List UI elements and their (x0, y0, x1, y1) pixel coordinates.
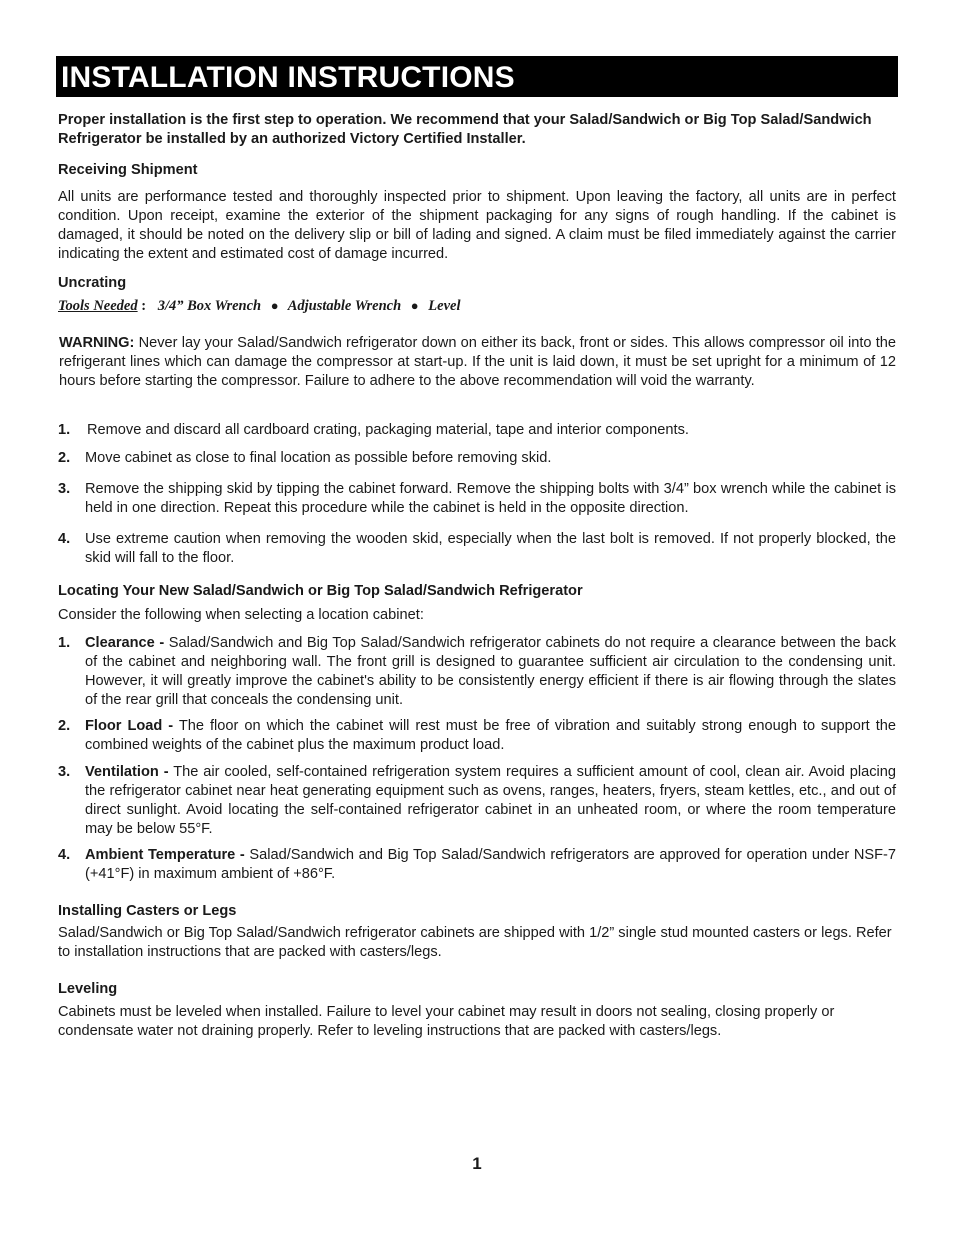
tools-needed-line (58, 296, 896, 316)
item-body: The air cooled, self-contained refrigeration system requires a sufficient amount of cool, clean air. Avoid placing the refrigerator cabinet near heat generating equipment such as ovens, ranges, heaters, fryers, steam kettles, etc., and out of direct sunlight. Avoid locating the self-contained refrigerator cabinet in an unheated room, or where the room temperature may be below 55°F. (85, 764, 897, 837)
warning-paragraph (59, 334, 896, 391)
bullet-icon: ● (270, 298, 279, 313)
step-number: 4. (58, 531, 71, 547)
step-text: Remove and discard all cardboard crating, packaging material, tape and interior components. (87, 422, 689, 438)
page-number: 1 (472, 1154, 482, 1173)
item-number: 3. (58, 764, 71, 780)
bullet-icon: ● (410, 298, 419, 313)
item-number: 1. (58, 635, 71, 651)
item-body: Salad/Sandwich and Big Top Salad/Sandwich refrigerators are approved for operation under NSF-7 (+41°F) in maximum ambient of +86°F. (85, 847, 896, 882)
item-text (85, 763, 896, 839)
tools-needed-label: Tools Needed (58, 298, 138, 314)
tool-item: Level (428, 298, 461, 314)
item-label: Clearance - (85, 635, 165, 651)
leveling-heading: Leveling (58, 981, 118, 997)
step-number: 1. (58, 422, 71, 438)
item-number: 4. (58, 847, 71, 863)
step-number: 2. (58, 450, 71, 466)
casters-heading: Installing Casters or Legs (58, 903, 237, 919)
tools-colon: : (141, 298, 147, 314)
casters-body: Salad/Sandwich or Big Top Salad/Sandwich refrigerator cabinets are shipped with 1/2” single stud mounted casters or legs. Refer to installation instructions that are packed with casters/legs. (58, 925, 892, 960)
step-text: Use extreme caution when removing the wooden skid, especially when the last bolt is removed. If not properly blocked, the skid will fall to the floor. (85, 531, 896, 566)
item-body: Salad/Sandwich and Big Top Salad/Sandwich refrigerator cabinets do not require a clearance between the back of the cabinet and neighboring wall. The front grill is designed to guarantee sufficient air circulation to the condensing unit. However, it will greatly improve the cabinet's ability to be consistently energy efficient if there is air flowing through the slates of the rear grill that conceals the condensing unit. (85, 635, 896, 708)
item-text (85, 634, 896, 710)
item-body: The floor on which the cabinet will rest must be free of vibration and suitably strong enough to support the combined weights of the cabinet plus the maximum product load. (85, 718, 896, 753)
tool-item: Adjustable Wrench (287, 298, 402, 314)
item-label: Ambient Temperature - (85, 847, 245, 863)
locating-intro: Consider the following when selecting a location cabinet: (58, 607, 424, 623)
warning-text: Never lay your Salad/Sandwich refrigerator down on either its back, front or sides. This allows compressor oil into the refrigerant lines which can damage the compressor at start-up. If the unit is laid down, it must be set upright for a minimum of 12 hours before starting the compressor. Failure to adhere to the above recommendation will void the warranty. (59, 335, 896, 389)
item-label: Ventilation - (85, 764, 169, 780)
item-text (85, 846, 896, 884)
leveling-body: Cabinets must be leveled when installed. Failure to level your cabinet may result in doors not sealing, closing properly or condensate water not draining properly. Refer to leveling instructions that are packed with casters/legs. (58, 1004, 835, 1039)
intro-paragraph: Proper installation is the first step to operation. We recommend that your Salad/Sandwich or Big Top Salad/Sandwich Refrigerator be installed by an authorized Victory Certified Installer. (58, 112, 872, 147)
title-banner (56, 56, 898, 97)
step-text: Remove the shipping skid by tipping the cabinet forward. Remove the shipping bolts with 3/4” box wrench while the cabinet is held in one direction. Repeat this procedure while the cabinet is held in the opposite direction. (85, 481, 896, 516)
uncrating-heading: Uncrating (58, 275, 127, 291)
item-label: Floor Load - (85, 718, 174, 734)
page-title: INSTALLATION INSTRUCTIONS (61, 61, 515, 94)
tool-item: 3/4” Box Wrench (157, 298, 262, 314)
receiving-body: All units are performance tested and thoroughly inspected prior to shipment. Upon leaving the factory, all units are in perfect condition. Upon receipt, examine the exterior of the shipment packaging for any signs of rough handling. If the cabinet is damaged, it should be noted on the delivery slip or bill of lading and signed. A claim must be filed immediately against the carrier indicating the extent and estimated cost of damage incurred. (58, 189, 896, 262)
step-number: 3. (58, 481, 71, 497)
warning-label: WARNING: (59, 335, 135, 351)
locating-heading: Locating Your New Salad/Sandwich or Big Top Salad/Sandwich Refrigerator (58, 583, 583, 599)
receiving-heading: Receiving Shipment (58, 162, 198, 178)
item-number: 2. (58, 718, 71, 734)
item-text (85, 717, 896, 755)
step-text: Move cabinet as close to final location as possible before removing skid. (85, 450, 552, 466)
